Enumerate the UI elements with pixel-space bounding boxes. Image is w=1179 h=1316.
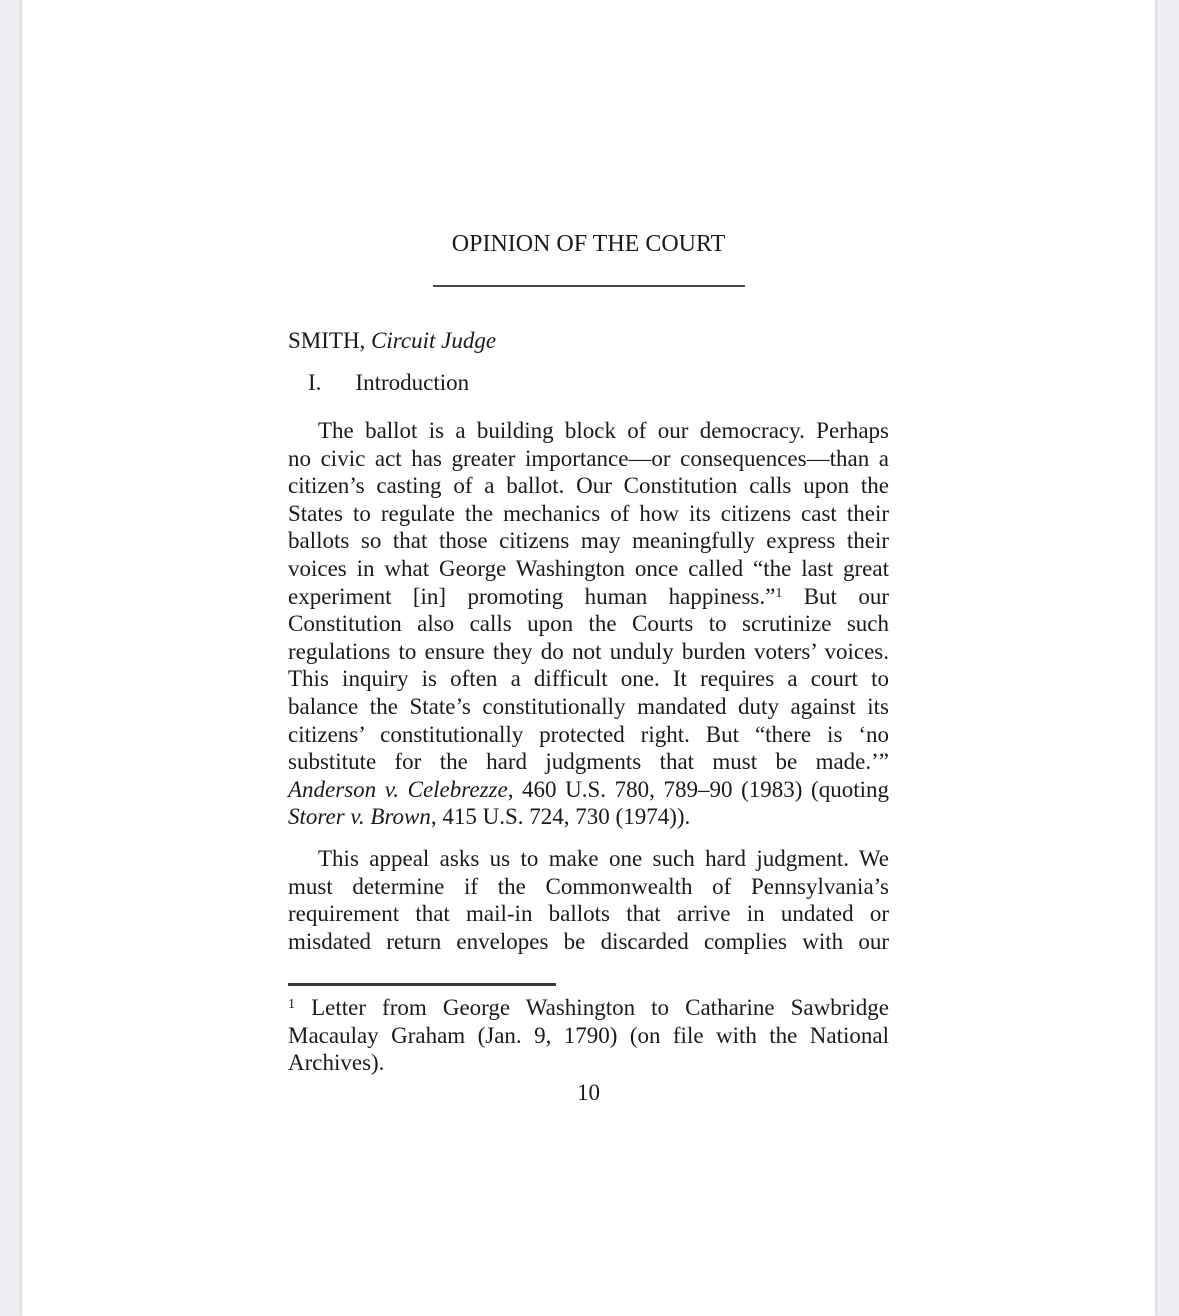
section-divider: [433, 285, 745, 287]
text-line: misdated return envelopes be discarded complies with our: [288, 928, 889, 954]
footnote-marker: 1: [775, 585, 783, 601]
text-line: The ballot is a building block of our democracy. Perhaps: [318, 418, 889, 443]
page-number: 10: [577, 1080, 600, 1105]
paragraph-1: [288, 417, 889, 831]
text-line: SMITH, Circuit Judge: [288, 328, 497, 353]
section-heading: [288, 369, 909, 397]
text-line: citizen’s casting of a ballot. Our Constitution calls upon the: [288, 473, 889, 499]
text-line: requirement that mail-in ballots that arrive in undated or: [288, 901, 889, 927]
text-line: Anderson v. Celebrezze, 460 U.S. 780, 789–90 (1983) (quoting: [288, 776, 889, 802]
paragraph-2: [288, 845, 889, 955]
text-line: citizens’ constitutionally protected right. But “there is ‘no: [288, 721, 889, 747]
document-page[interactable]: [22, 0, 1155, 1316]
opinion-content: [288, 0, 889, 1316]
text-line: Archives).: [288, 1050, 385, 1076]
text-line: must determine if the Commonwealth of Pennsylvania’s: [288, 873, 889, 899]
text-line: This inquiry is often a difficult one. It requires a court to: [288, 666, 889, 692]
section-numeral: I.: [308, 370, 322, 395]
text-line: Constitution also calls upon the Courts to scrutinize such: [288, 611, 889, 637]
text-line: regulations to ensure they do not unduly burden voters’ voices.: [288, 638, 889, 664]
text-line: voices in what George Washington once called “the last great: [288, 555, 889, 581]
footnote-separator: [288, 983, 556, 986]
byline: [288, 327, 889, 355]
footnote-marker: 1: [288, 997, 295, 1012]
text-line: $^1$ Letter from George Washington to Catharine Sawbridge: [288, 995, 889, 1020]
text-line: substitute for the hard judgments that must be made.’”: [288, 749, 889, 775]
text-line: Storer v. Brown, 415 U.S. 724, 730 (1974)).: [288, 804, 691, 830]
text-line: no civic act has greater importance—or consequences—than a: [288, 445, 889, 471]
text-line: ballots so that those citizens may meaningfully express their: [288, 528, 889, 554]
text-line: This appeal asks us to make one such hard judgment. We: [318, 846, 889, 871]
section-title: Introduction: [355, 370, 470, 395]
text-line: States to regulate the mechanics of how its citizens cast their: [288, 500, 889, 526]
text-line: Macaulay Graham (Jan. 9, 1790) (on file with the National: [288, 1022, 889, 1048]
text-line: balance the State’s constitutionally mandated duty against its: [288, 693, 889, 719]
footnote: [288, 994, 889, 1077]
text-line: experiment [in] promoting human happiness.”$^1$ But our: [288, 583, 889, 609]
opinion-heading: OPINION OF THE COURT: [451, 231, 726, 257]
